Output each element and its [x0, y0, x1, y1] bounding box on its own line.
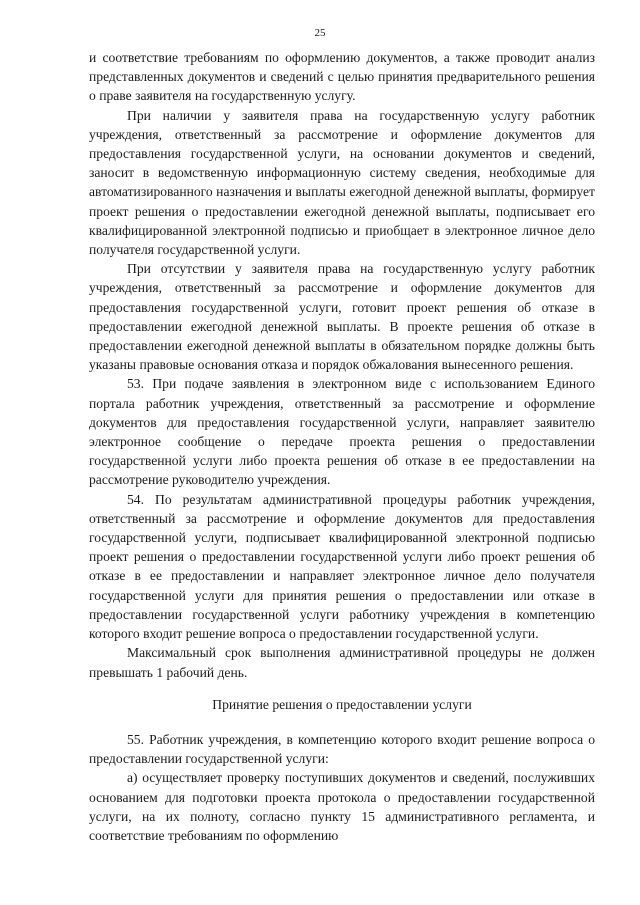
document-body [89, 48, 595, 845]
paragraph-55: 55. Работник учреждения, в компетенцию которого входит решение вопроса о предоставлении государственной услуги: [89, 731, 595, 767]
paragraph-54: 54. По результатам административной процедуры работник учреждения, ответственный за рассмотрение и оформление документов для предоставления государственной услуги, подписывает квалифицированной электронной подписью проект решения о предоставлении государственной услуги либо проект решения об отказе в ее предоставлении и направляет электронное личное дело получателя государственной услуги для принятия решения о предоставлении или отказе в предоставлении государственной услуги работнику учреждения в компетенцию которого входит решение вопроса о предоставлении государственной услуги. [89, 491, 595, 642]
section-heading: Принятие решения о предоставлении услуги [212, 696, 472, 712]
paragraph-55a: а) осуществляет проверку поступивших документов и сведений, послуживших основанием для подготовки проекта протокола о предоставлении государственной услуги, на их полноту, согласно пункту 15 административного регламента, и соответствие требованиям по оформлению [89, 770, 595, 843]
paragraph-max-term: Максимальный срок выполнения административной процедуры не должен превышать 1 рабочий день. [89, 645, 595, 680]
paragraph-right-absent: При отсутствии у заявителя права на государственную услугу работник учреждения, ответственный за рассмотрение и оформление документов для предоставления государственной услуги, готовит проект решения об отказе в предоставлении ежегодной денежной выплаты. В проекте решения об отказе в предоставлении ежегодной денежной выплаты в обязательном порядке должны быть указаны правовые основания отказа и порядок обжалования вынесенного решения. [89, 261, 595, 373]
paragraph-right-present: При наличии у заявителя права на государственную услугу работник учреждения, ответственный за рассмотрение и оформление документов для предоставления государственной услуги, на основании документов и сведений, заносит в ведомственную информационную систему сведения, необходимые для автоматизированного назначения и выплаты ежегодной денежной выплаты, формирует проект решения о предоставлении ежегодной денежной выплаты, подписывает его квалифицированной электронной подписью и приобщает в электронное личное дело получателя государственной услуги. [89, 107, 595, 258]
page-number: 25 [314, 27, 326, 39]
paragraph-continuation: и соответствие требованиям по оформлению документов, а также проводит анализ представленных документов и сведений с целью принятия предварительного решения о праве заявителя на государственную услугу. [89, 50, 595, 104]
paragraph-53: 53. При подаче заявления в электронном виде с использованием Единого портала работник учреждения, ответственный за рассмотрение и оформление документов для предоставления государственной услуги, направляет заявителю электронное сообщение о передаче проекта решения о предоставлении государственной услуги либо проекта решения об отказе в ее предоставлении на рассмотрение руководителю учреждения. [89, 376, 595, 488]
